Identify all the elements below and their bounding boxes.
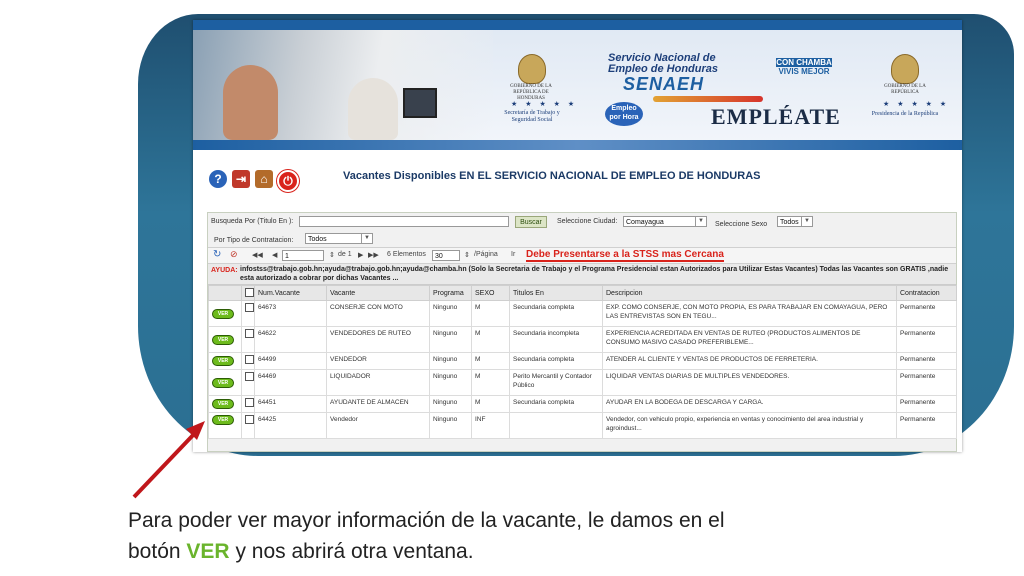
header-titulos[interactable]: Titulos En (510, 286, 603, 301)
header-ver (209, 286, 242, 301)
ver-cell (209, 353, 242, 370)
senaeh-logo-text: SENAEH (623, 74, 705, 94)
page-title: Vacantes Disponibles EN EL SERVICIO NACIONAL DE EMPLEO DE HONDURAS (343, 170, 761, 182)
table-header-row (209, 286, 957, 301)
ver-cell (209, 370, 242, 396)
seal-left-caption: GOBIERNO DE LA REPÚBLICA DE HONDURAS (510, 84, 552, 101)
vacancy-program: Ninguno (430, 396, 472, 413)
vacancy-description: Vendedor, con vehiculo propio, experiencia en ventas y conocimiento del area industrial y agroindust... (603, 413, 897, 439)
vacancy-title[interactable]: Vendedor (327, 413, 430, 439)
vacancy-program: Ninguno (430, 370, 472, 396)
page-size-spinner-icon[interactable]: ⇕ (464, 252, 470, 259)
select-cell (242, 301, 255, 327)
help-banner-text: infostss@trabajo.gob.hn;ayuda@trabajo.gob.hn;ayuda@chamba.hn (Solo la Secretaria de Trabajo y el Programa Presidencial estan Autorizados para Utilizar Estas Vacantes) Todas las Vacantes son GRATIS ,nadie esta autorizado a cobrar por dichas Vacantes ... (240, 266, 949, 282)
vacancy-degree: Secundaria completa (510, 396, 603, 413)
prev-page-icon[interactable]: ◀ (272, 252, 278, 259)
header-vacante[interactable]: Vacante (327, 286, 430, 301)
vacancy-number: 64451 (255, 396, 327, 413)
ver-cell (209, 396, 242, 413)
secretaria-label: Secretaría de Trabajo y Seguridad Social (504, 110, 560, 123)
ver-button[interactable]: VER (212, 356, 234, 366)
header-banner (193, 20, 962, 150)
city-label: Seleccione Ciudad: (557, 218, 618, 225)
header-programa[interactable]: Programa (430, 286, 472, 301)
table-row (209, 396, 957, 413)
ver-cell (209, 327, 242, 353)
vacancy-program: Ninguno (430, 353, 472, 370)
help-banner (208, 264, 956, 285)
city-select[interactable] (623, 216, 707, 227)
contract-select[interactable] (305, 233, 373, 244)
vacancy-description: AYUDAR EN LA BODEGA DE DESCARGA Y CARGA. (603, 396, 897, 413)
snem-line-2: Empleo de Honduras (608, 63, 719, 75)
first-page-icon[interactable]: ◀◀ (252, 252, 263, 259)
select-cell (242, 413, 255, 439)
ver-cell (209, 413, 242, 439)
next-page-icon[interactable]: ▶ (358, 252, 364, 259)
sex-select-value: Todos (780, 219, 799, 226)
header-descripcion[interactable]: Descripcion (603, 286, 897, 301)
vacancy-contract: Permanente (897, 327, 957, 353)
vacancy-title[interactable]: LIQUIDADOR (327, 370, 430, 396)
sex-select[interactable] (777, 216, 813, 227)
vacancy-number: 64469 (255, 370, 327, 396)
page-of-label: de 1 (338, 251, 352, 258)
vacancy-title[interactable]: AYUDANTE DE ALMACEN (327, 396, 430, 413)
vacancy-description: EXP. COMO CONSERJE, CON MOTO PROPIA, ES PARA TRABAJAR EN COMAYAGUA, PERO LAS ENTREVISTAS SON EN TEGU... (603, 301, 897, 327)
office-photo (193, 30, 493, 140)
con-chamba-logo (776, 58, 832, 76)
table-row (209, 327, 957, 353)
stars-left: ★ ★ ★ ★ ★ (511, 101, 578, 108)
vacancy-contract: Permanente (897, 353, 957, 370)
vacancy-sex: M (472, 301, 510, 327)
ver-cell (209, 301, 242, 327)
go-button[interactable]: Ir (511, 251, 516, 258)
presidencia-label: Presidencia de la República (871, 111, 939, 117)
vacancy-degree (510, 413, 603, 439)
row-checkbox[interactable] (245, 398, 254, 407)
vacancy-number: 64622 (255, 327, 327, 353)
sex-label: Seleccione Sexo (715, 221, 768, 228)
row-checkbox[interactable] (245, 372, 254, 381)
home-icon[interactable]: ⌂ (255, 170, 273, 188)
vacancies-panel (207, 212, 957, 452)
photo-person-2 (348, 78, 398, 140)
search-button[interactable]: Buscar (515, 216, 547, 228)
ver-button[interactable]: VER (212, 415, 234, 425)
seal-right-caption: GOBIERNO DE LA REPÚBLICA (884, 84, 926, 95)
header-contratacion[interactable]: Contratacion (897, 286, 957, 301)
vacancy-number: 64425 (255, 413, 327, 439)
stars-right: ★ ★ ★ ★ ★ (883, 101, 950, 108)
search-input[interactable] (299, 216, 509, 227)
row-checkbox[interactable] (245, 415, 254, 424)
caption-ver: VER (186, 540, 230, 563)
banner-bottom-strip (193, 140, 962, 150)
last-page-icon[interactable]: ▶▶ (368, 252, 379, 259)
browser-screenshot (193, 20, 962, 452)
search-label: Busqueda Por (Titulo En ): (211, 218, 294, 225)
table-row (209, 353, 957, 370)
exit-door-icon[interactable]: ⇥ (232, 170, 250, 188)
help-banner-label: AYUDA: (211, 267, 238, 274)
vacancy-contract: Permanente (897, 396, 957, 413)
table-row (209, 370, 957, 396)
refresh-icon[interactable]: ↻ (213, 249, 222, 260)
contract-label: Por Tipo de Contratacion: (214, 237, 294, 244)
per-page-label: /Página (474, 251, 498, 258)
vacancy-description: ATENDER AL CLIENTE Y VENTAS DE PRODUCTOS DE FERRETERIA. (603, 353, 897, 370)
vacancy-program: Ninguno (430, 413, 472, 439)
chevron-down-icon: ▼ (801, 217, 812, 226)
city-select-value: Comayagua (626, 219, 664, 226)
vacancy-program: Ninguno (430, 327, 472, 353)
vacancy-title[interactable]: VENDEDOR (327, 353, 430, 370)
row-checkbox[interactable] (245, 355, 254, 364)
select-cell (242, 327, 255, 353)
caption-part-2: y nos abrirá otra ventana. (235, 540, 474, 563)
select-cell (242, 370, 255, 396)
row-checkbox[interactable] (245, 303, 254, 312)
ver-button[interactable]: VER (212, 335, 234, 345)
caption-text (128, 505, 768, 567)
ver-button[interactable]: VER (212, 309, 234, 319)
vacancy-description: LIQUIDAR VENTAS DIARIAS DE MULTIPLES VENDEDORES. (603, 370, 897, 396)
page-size-input[interactable]: 30 (432, 250, 460, 261)
caption-part-1: Para poder ver mayor información de la vacante, le damos en el botón (128, 509, 725, 563)
ver-button[interactable]: VER (212, 378, 234, 388)
vacancy-degree: Secundaria incompleta (510, 327, 603, 353)
row-checkbox[interactable] (245, 329, 254, 338)
ver-button[interactable]: VER (212, 399, 234, 409)
vacancy-title[interactable]: VENDEDORES DE RUTEO (327, 327, 430, 353)
table-row (209, 413, 957, 439)
honduras-seal-left (518, 54, 546, 84)
vacancy-sex: INF (472, 413, 510, 439)
banner-top-strip (193, 20, 962, 30)
select-cell (242, 353, 255, 370)
spinner-icon[interactable]: ⇕ (329, 252, 335, 259)
vacancy-degree: Perito Mercantil y Contador Público (510, 370, 603, 396)
elements-count: 6 Elementos (387, 251, 426, 258)
vacancy-number: 64673 (255, 301, 327, 327)
vacancy-degree: Secundaria completa (510, 301, 603, 327)
header-select[interactable] (242, 286, 255, 301)
snem-title (608, 53, 718, 75)
vacancy-contract: Permanente (897, 301, 957, 327)
empleate-logo: EMPLÉATE (711, 104, 841, 129)
vacancies-table (208, 285, 957, 439)
con-chamba-line-1: CON CHAMBA (776, 58, 832, 67)
vacancy-description: EXPERIENCIA ACREDITADA EN VENTAS DE RUTEO (PRODUCTOS ALIMENTOS DE CONSUMO MASIVO CASADO PREFERIBLEME... (603, 327, 897, 353)
notice-text: Debe Presentarse a la STSS mas Cercana (526, 249, 724, 260)
vacancy-program: Ninguno (430, 301, 472, 327)
table-row (209, 301, 957, 327)
select-cell (242, 396, 255, 413)
vacancy-title[interactable]: CONSERJE CON MOTO (327, 301, 430, 327)
clear-filter-icon[interactable]: ⊘ (230, 249, 238, 259)
photo-monitor (403, 88, 437, 118)
chevron-down-icon: ▼ (695, 217, 706, 226)
honduras-seal-right (891, 54, 919, 84)
vacancy-sex: M (472, 370, 510, 396)
header-num[interactable]: Num.Vacante (255, 286, 327, 301)
vacancy-contract: Permanente (897, 413, 957, 439)
select-all-checkbox[interactable] (245, 288, 254, 297)
arrow-shaft (134, 432, 196, 497)
vacancy-sex: M (472, 353, 510, 370)
contract-select-value: Todos (308, 236, 327, 243)
logo-swoosh (653, 96, 763, 102)
vacancy-degree: Secundaria completa (510, 353, 603, 370)
vacancy-contract: Permanente (897, 370, 957, 396)
header-sexo[interactable]: SEXO (472, 286, 510, 301)
con-chamba-line-2: VIVIS MEJOR (778, 67, 830, 76)
photo-person-1 (223, 65, 278, 140)
empleo-por-hora-logo: Empleo por Hora (605, 102, 643, 126)
vacancy-number: 64499 (255, 353, 327, 370)
chevron-down-icon: ▼ (361, 234, 372, 243)
vacancy-sex: M (472, 327, 510, 353)
vacancy-sex: M (472, 396, 510, 413)
snem-line-1: Servicio Nacional de (608, 52, 716, 64)
page-number-input[interactable]: 1 (282, 250, 324, 261)
help-icon[interactable]: ? (209, 170, 227, 188)
power-icon[interactable]: ⏻ (277, 170, 299, 192)
